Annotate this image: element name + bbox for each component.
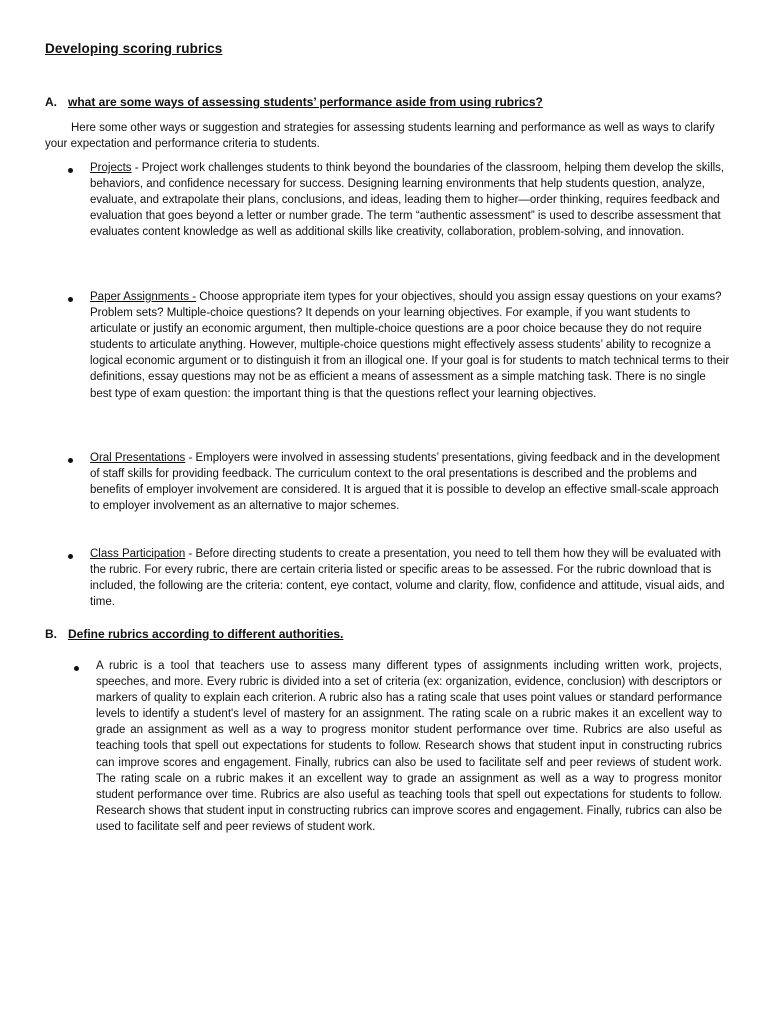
list-item-term: Paper Assignments - <box>90 291 197 303</box>
list-item-text <box>90 289 730 402</box>
section-a-letter: A. <box>45 95 57 109</box>
list-item-text <box>90 450 730 514</box>
bullet-icon <box>68 458 73 463</box>
list-item-body: - Before directing students to create a presentation, you need to tell them how they will be evaluated with the rubric. For every rubric, there are certain criteria listed or specific areas to be assessed. For the rubric download that is included, the following are the criteria: content, eye contact, volume and clarity, flow, confidence and attitude, visual aids, and time. <box>90 548 725 609</box>
list-item-text: A rubric is a tool that teachers use to assess many different types of assignments including written work, projects, speeches, and more. Every rubric is divided into a set of criteria (ex: organization, evidence, conclusion) with descriptors or markers of quality to explain each criterion. A rubric also has a rating scale that uses point values or standard performance levels to identify a student's level of mastery for an assignment. The rating scale on a rubric makes it an excellent way to grade an assignment as well as a way to progress monitor student performance over time. Rubrics are also useful as teaching tools that spell out expectations for students to follow. Research shows that student input in constructing rubrics can improve scores and engagement. Finally, rubrics can also be used to facilitate self and peer reviews of student work. The rating scale on a rubric makes it an excellent way to grade an assignment as well as a way to progress monitor student performance over time. Rubrics are also useful as teaching tools that spell out expectations for students to follow. Research shows that student input in constructing rubrics can improve scores and engagement. Finally, rubrics can also be used to facilitate self and peer reviews of student work. <box>96 660 722 833</box>
list-item-text <box>90 546 730 610</box>
list-item-term: Projects <box>90 162 132 174</box>
document-title: Developing scoring rubrics <box>45 41 223 56</box>
section-a-intro: Here some other ways or suggestion and strategies for assessing students learning and performance as well as ways to clarify your expectation and performance criteria to students. <box>45 122 715 150</box>
list-item-body: - Project work challenges students to think beyond the boundaries of the classroom, helping them develop the skills, behaviors, and confidence necessary for success. Designing learning environments that help students question, analyze, evaluate, and extrapolate their plans, conclusions, and ideas, leading them to higher—order thinking, requires feedback and evaluation that goes beyond a letter or number grade. The term “authentic assessment” is used to describe assessment that evaluates content knowledge as well as additional skills like creativity, collaboration, problem-solving, and innovation. <box>90 162 725 239</box>
section-a-heading-text: what are some ways of assessing students’ performance aside from using rubrics? <box>68 95 543 109</box>
list-item-body: - Employers were involved in assessing students’ presentations, giving feedback and in the development of staff skills for providing feedback. The curriculum context to the oral presentations is described and the problems and benefits of employer involvement are considered. It is argued that it is possible to develop an effective small-scale approach to employer involvement as an alternative to major schemes. <box>90 452 720 513</box>
list-item-term: Oral Presentations <box>90 452 186 464</box>
section-b-heading-text: Define rubrics according to different authorities. <box>68 627 344 641</box>
bullet-icon <box>68 554 73 559</box>
bullet-icon <box>68 168 73 173</box>
list-item-text <box>90 160 730 240</box>
section-b-letter: B. <box>45 627 57 641</box>
bullet-icon <box>74 666 79 671</box>
section-a-heading <box>45 95 543 109</box>
list-item-body: Choose appropriate item types for your objectives, should you assign essay questions on your exams? Problem sets? Multiple-choice questions? It depends on your learning objectives. For example, if you want students to articulate or justify an economic argument, then multiple-choice questions are a poor choice because they do not require students to articulate anything. However, multiple-choice questions might effectively assess students’ ability to recognize a logical economic argument or to distinguish it from an illogical one. If your goal is for students to match technical terms to their definitions, essay questions may not be as efficient a means of assessment as a simple matching task. There is no single best type of exam question: the important thing is that the questions reflect your learning objectives. <box>90 291 730 400</box>
list-item-term: Class Participation <box>90 548 186 560</box>
bullet-icon <box>68 297 73 302</box>
section-b-heading <box>45 627 343 641</box>
